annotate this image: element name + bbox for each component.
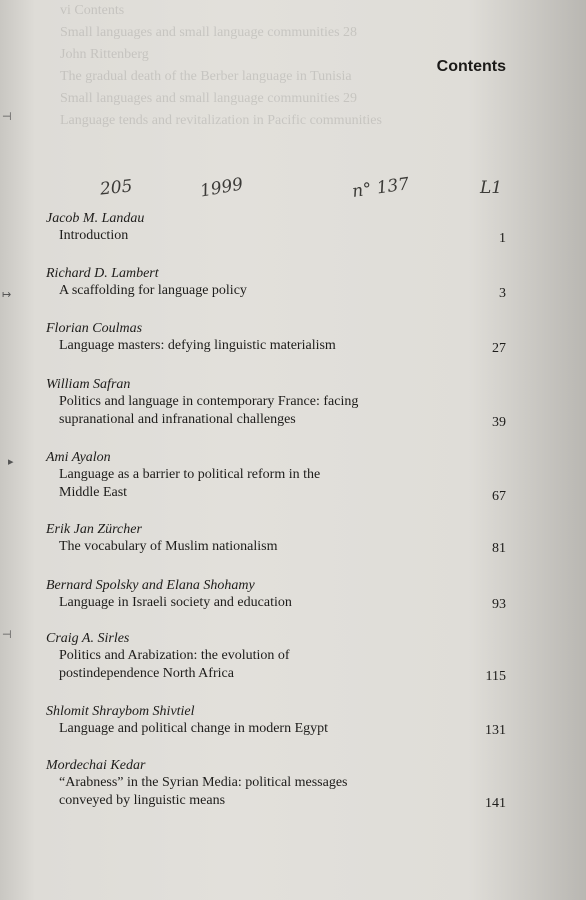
title-line: postindependence North Africa <box>59 665 234 681</box>
toc-entry[interactable] <box>46 210 506 245</box>
title-line: Middle East <box>59 484 128 500</box>
title-line: Introduction <box>59 228 129 243</box>
entry-title <box>46 594 414 612</box>
margin-mark: ⊣ <box>2 629 12 641</box>
handwritten-year: 1999 <box>198 174 245 202</box>
entry-title <box>46 466 414 501</box>
title-line: Language as a barrier to political reform in the <box>59 467 321 482</box>
entry-page-number: 115 <box>485 669 506 684</box>
entry-page-number: 81 <box>492 541 506 556</box>
toc-entry[interactable] <box>46 521 506 556</box>
title-line: Politics and language in contemporary France: facing <box>59 394 359 409</box>
entry-author: Richard D. Lambert <box>46 266 159 281</box>
bleed-line: Small languages and small language communities 28 <box>60 25 358 40</box>
entry-title <box>46 282 414 300</box>
bleed-line: Small languages and small language communities 29 <box>60 91 358 106</box>
bleed-line: vi Contents <box>60 3 125 18</box>
entry-author: Erik Jan Zürcher <box>46 522 142 537</box>
handwritten-issue: n° 137 <box>350 174 411 202</box>
bleed-through-text <box>60 0 530 200</box>
entry-title <box>46 337 414 355</box>
entry-title <box>46 774 414 809</box>
toc-entry[interactable] <box>46 757 506 809</box>
title-line: Language in Israeli society and education <box>59 595 292 610</box>
title-line: Language masters: defying linguistic materialism <box>59 338 336 353</box>
entry-author: Mordechai Kedar <box>46 758 146 773</box>
entry-page-number: 93 <box>492 597 506 612</box>
entry-title <box>46 538 414 556</box>
bleed-line: The gradual death of the Berber language in Tunisia <box>60 69 352 84</box>
entry-author: Craig A. Sirles <box>46 631 130 646</box>
toc-entry[interactable] <box>46 376 506 428</box>
toc-entry[interactable] <box>46 630 506 682</box>
toc-entry[interactable] <box>46 703 506 738</box>
entry-title <box>46 647 414 682</box>
title-line: The vocabulary of Muslim nationalism <box>59 539 278 554</box>
toc-entry[interactable] <box>46 577 506 612</box>
bleed-line: Language tends and revitalization in Pacific communities <box>60 113 382 128</box>
handwritten-number: 205 <box>99 176 134 200</box>
title-line: Politics and Arabization: the evolution of <box>59 648 290 663</box>
entry-author: William Safran <box>46 377 131 392</box>
title-line: supranational and infranational challenges <box>59 411 296 427</box>
margin-mark: ⊣ <box>2 111 12 123</box>
entry-page-number: 141 <box>485 796 506 811</box>
entry-title <box>46 720 414 738</box>
bleed-line: John Rittenberg <box>60 47 149 62</box>
title-line: A scaffolding for language policy <box>59 283 247 298</box>
margin-mark: ▸ <box>8 456 14 468</box>
entry-author: Bernard Spolsky and Elana Shohamy <box>46 578 255 593</box>
toc-entry[interactable] <box>46 320 506 355</box>
entry-title <box>46 227 414 245</box>
entry-page-number: 131 <box>485 723 506 738</box>
entry-page-number: 67 <box>492 489 506 504</box>
title-line: “Arabness” in the Syrian Media: political messages <box>59 775 348 790</box>
entry-page-number: 3 <box>499 286 506 301</box>
margin-mark: ↦ <box>2 289 12 301</box>
toc-entry[interactable] <box>46 265 506 300</box>
entry-page-number: 27 <box>492 341 506 356</box>
entry-author: Ami Ayalon <box>46 450 111 465</box>
title-line: conveyed by linguistic means <box>59 792 226 808</box>
entry-page-number: 39 <box>492 415 506 430</box>
toc-entry[interactable] <box>46 449 506 504</box>
entry-title <box>46 393 414 428</box>
handwritten-code: L1 <box>480 178 503 198</box>
entry-page-number: 1 <box>499 231 506 246</box>
entry-author: Jacob M. Landau <box>46 211 145 226</box>
title-line: Language and political change in modern Egypt <box>59 721 329 736</box>
entry-author: Shlomit Shraybom Shivtiel <box>46 704 195 719</box>
page-title: Contents <box>436 58 506 75</box>
handwritten-note <box>99 174 520 208</box>
entry-author: Florian Coulmas <box>46 321 143 336</box>
